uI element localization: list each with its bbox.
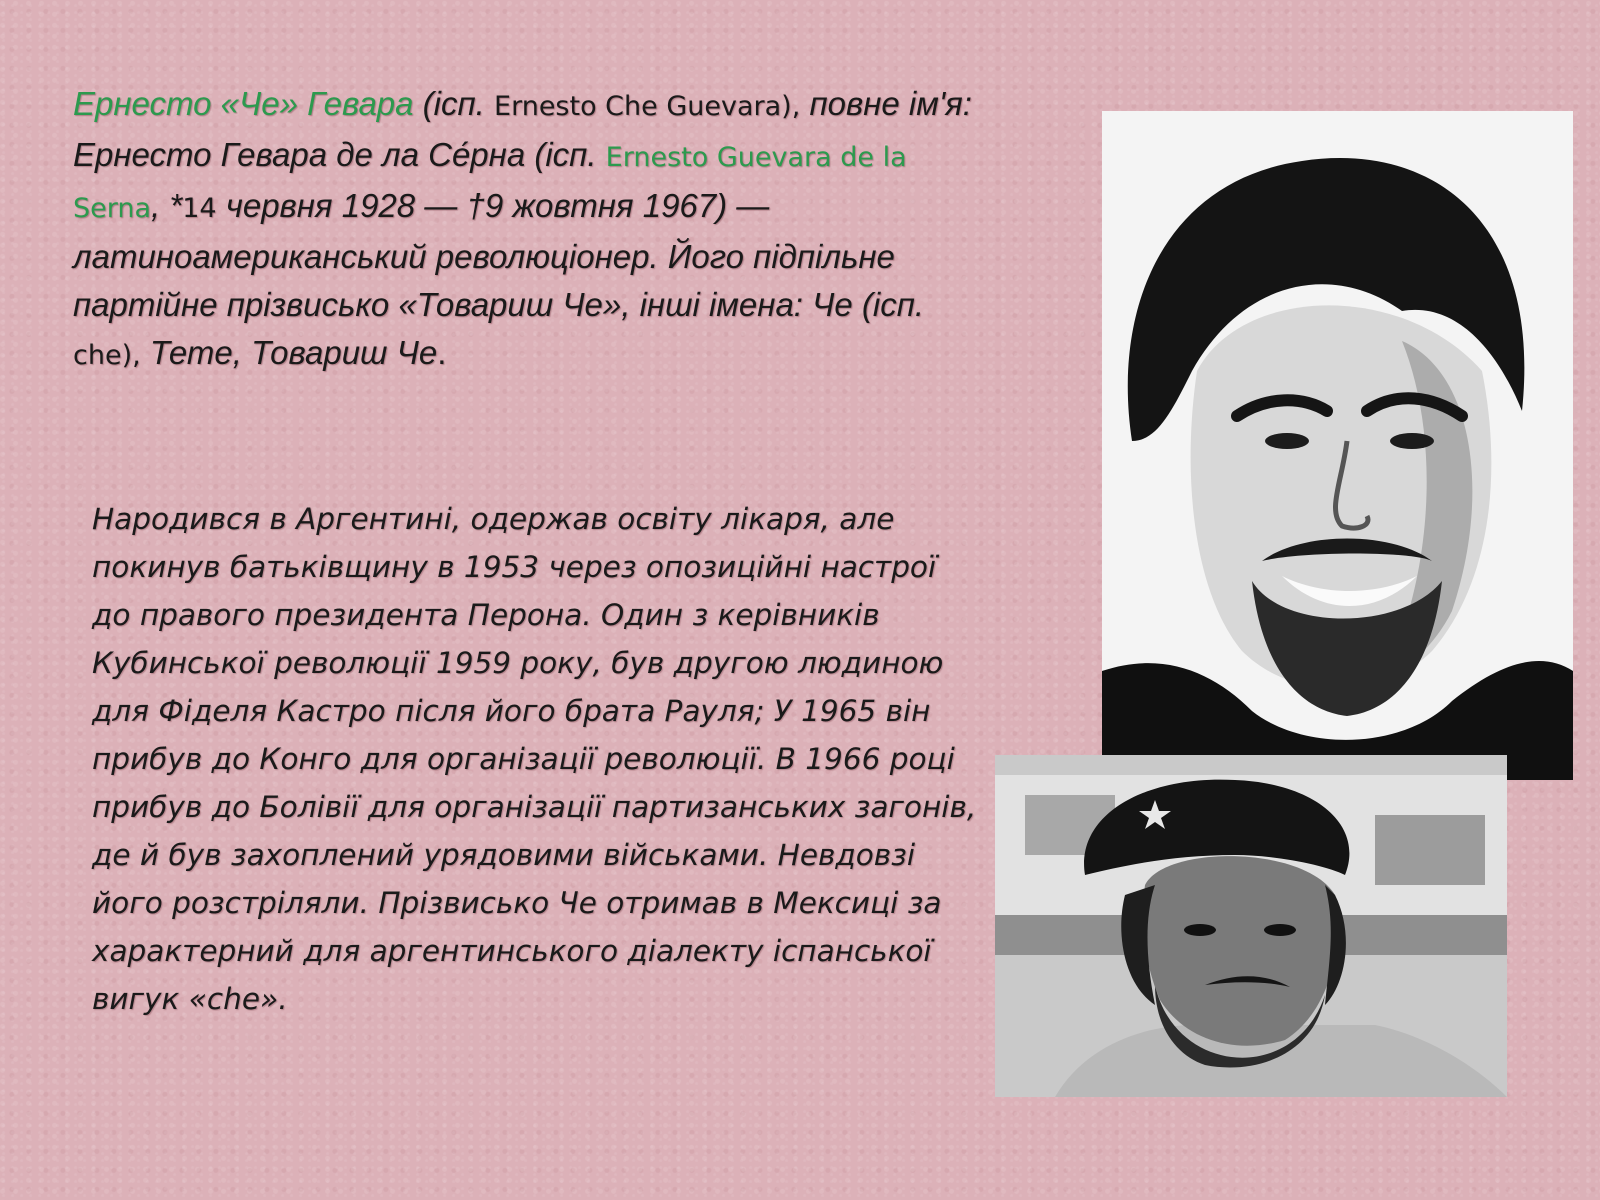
intro-text-4: червня 1928 — †9 жовтня 1967) — латиноамериканський революціонер. Його підпільне партійне прізвисько «Товариш Че», інші імена: Че (ісп.	[73, 187, 925, 323]
intro-paragraph	[73, 80, 973, 380]
intro-text-5: Тете, Товариш Че	[140, 334, 438, 371]
portrait-photo	[1102, 111, 1573, 780]
intro-text-3: , *	[151, 187, 183, 224]
intro-che-word: che),	[73, 340, 141, 371]
intro-name: Ернесто «Че» Гевара	[73, 85, 414, 122]
intro-spanish-name: Ernesto Che Guevara),	[494, 91, 801, 122]
portrait-photo-drawing	[1102, 111, 1573, 780]
beret-photo-drawing	[995, 755, 1507, 1097]
beret-photo	[995, 755, 1507, 1097]
intro-birth-day: 14	[182, 193, 217, 224]
intro-text-2: повне ім'я: Ернесто Гевара де ла Се́рна (ісп.	[73, 85, 972, 173]
intro-text-1: (ісп.	[413, 85, 495, 122]
bio-paragraph: Народився в Аргентині, одержав освіту лікаря, але покинув батьківщину в 1953 через опозиційні настрої до правого президента Перона. Один з керівників Кубинської революції 1959 року, був другою людиною для Фіделя Кастро після його брата Рауля; У 1965 він прибув до Конго для організації революції. В 1966 році прибув до Болівії для організації партизанських загонів, де й був захоплений урядовими військами. Невдовзі його розстріляли. Прізвисько Че отримав в Мексиці за характерний для аргентинського діалекту іспанської вигук «che».	[92, 502, 977, 1016]
intro-end: .	[437, 334, 447, 371]
intro-spanish-full-name: Ernesto Guevara de la Serna	[73, 142, 907, 224]
